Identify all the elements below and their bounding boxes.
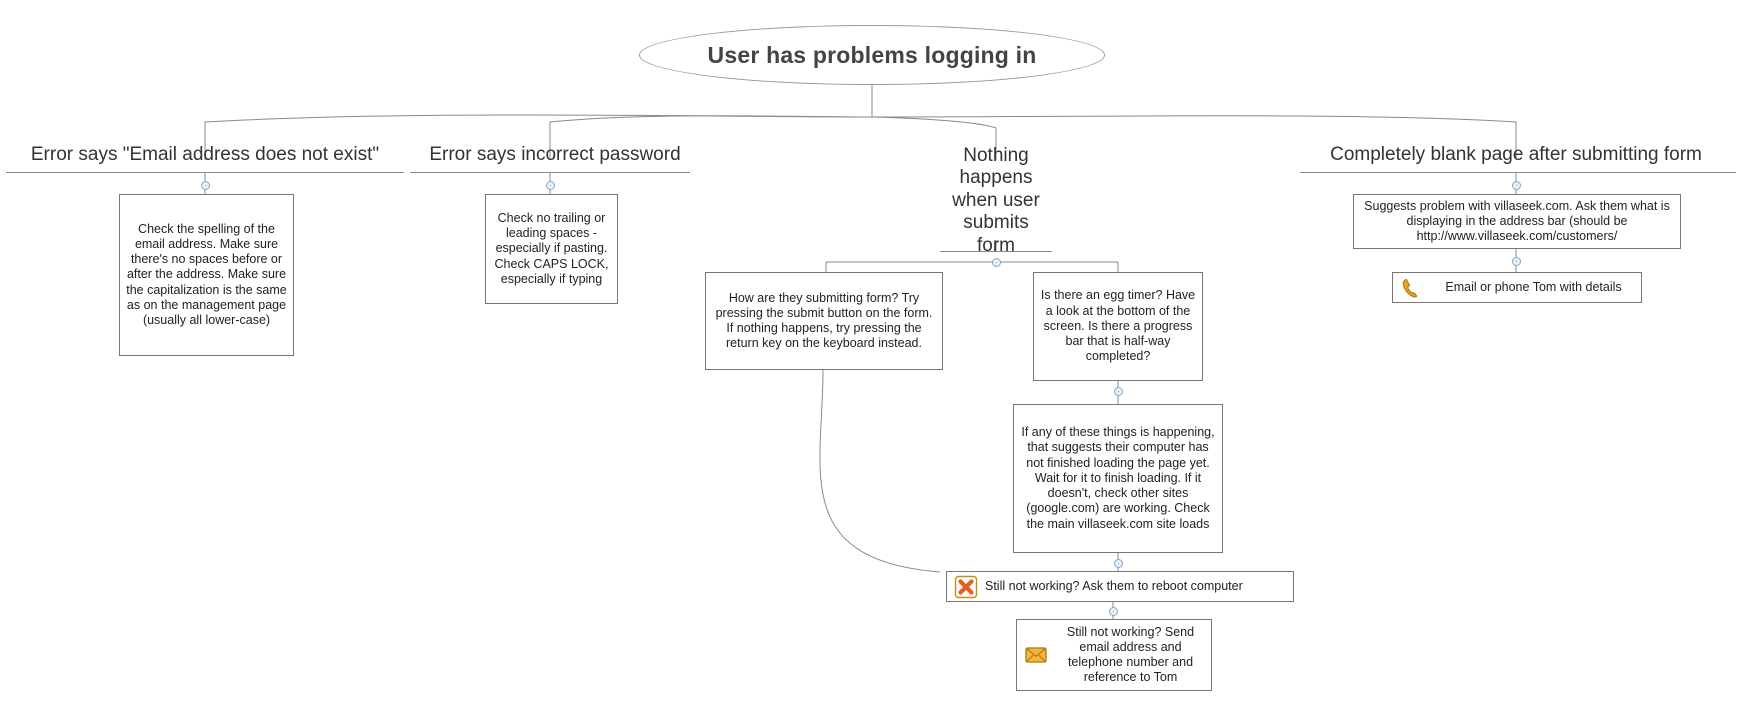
connector-dot — [1512, 181, 1521, 190]
branch-label-email-not-exist[interactable] — [10, 145, 400, 171]
node-how-submitting[interactable] — [705, 272, 943, 370]
branch-underline — [940, 251, 1052, 252]
connector-dot — [1512, 257, 1521, 266]
branch-underline — [6, 172, 404, 173]
node-suggests-villaseek[interactable] — [1353, 194, 1681, 249]
branch-label-incorrect-password[interactable] — [410, 145, 700, 171]
node-text: Is there an egg timer? Have a look at the bottom of the screen. Is there a progress bar that is half-way completed? — [1040, 288, 1196, 364]
connector-dot — [546, 181, 555, 190]
node-text: Check the spelling of the email address. Make sure there's no spaces before or after the address. Make sure the capitalization is the same as on the management page (usually all lower-case) — [126, 221, 287, 328]
branch-label-blank-page[interactable] — [1296, 145, 1736, 171]
node-send-email-tom[interactable] — [1016, 619, 1212, 691]
branch-label-text: Nothing happens when user submits form — [952, 145, 1040, 256]
x-mark-icon — [953, 574, 979, 600]
branch-underline — [410, 172, 690, 173]
root-node[interactable] — [639, 25, 1105, 85]
root-node-label: User has problems logging in — [707, 41, 1037, 68]
node-check-trailing-spaces[interactable] — [485, 194, 618, 304]
node-reboot[interactable] — [946, 571, 1294, 602]
phone-icon — [1399, 275, 1425, 301]
connector-dot — [1114, 387, 1123, 396]
node-text: Still not working? Send email address and telephone number and reference to Tom — [1066, 624, 1195, 685]
branch-underline — [1300, 172, 1736, 173]
branch-label-text: Completely blank page after submitting form — [1330, 144, 1702, 165]
node-check-spelling[interactable] — [119, 194, 294, 356]
node-text: Suggests problem with villaseek.com. Ask them what is displaying in the address bar (should be http://www.villaseek.com/customers/ — [1364, 198, 1670, 244]
connector-dot — [1114, 559, 1123, 568]
branch-label-nothing-happens[interactable] — [946, 145, 1046, 256]
connector-dot — [1109, 607, 1118, 616]
connector-dot — [992, 258, 1001, 267]
connector-dot — [201, 181, 210, 190]
node-text: How are they submitting form? Try pressing the submit button on the form. If nothing happens, try pressing the return key on the keyboard instead. — [715, 290, 933, 351]
node-text: Email or phone Tom with details — [1445, 279, 1622, 294]
node-egg-timer[interactable] — [1033, 272, 1203, 381]
branch-label-text: Error says "Email address does not exist" — [30, 144, 380, 165]
branch-label-text: Error says incorrect password — [429, 144, 681, 165]
node-not-finished-loading[interactable] — [1013, 404, 1223, 553]
node-text: Still not working? Ask them to reboot computer — [985, 578, 1243, 593]
node-text: Check no trailing or leading spaces - especially if pasting. Check CAPS LOCK, especially if typing — [494, 210, 609, 286]
node-text: If any of these things is happening, that suggests their computer has not finished loading the page yet. Wait for it to finish loading. If it doesn't, check other sites (google.com) are working. Check the main villaseek.com site loads — [1021, 425, 1215, 531]
node-email-phone-tom[interactable] — [1392, 272, 1642, 303]
envelope-icon — [1023, 642, 1049, 668]
